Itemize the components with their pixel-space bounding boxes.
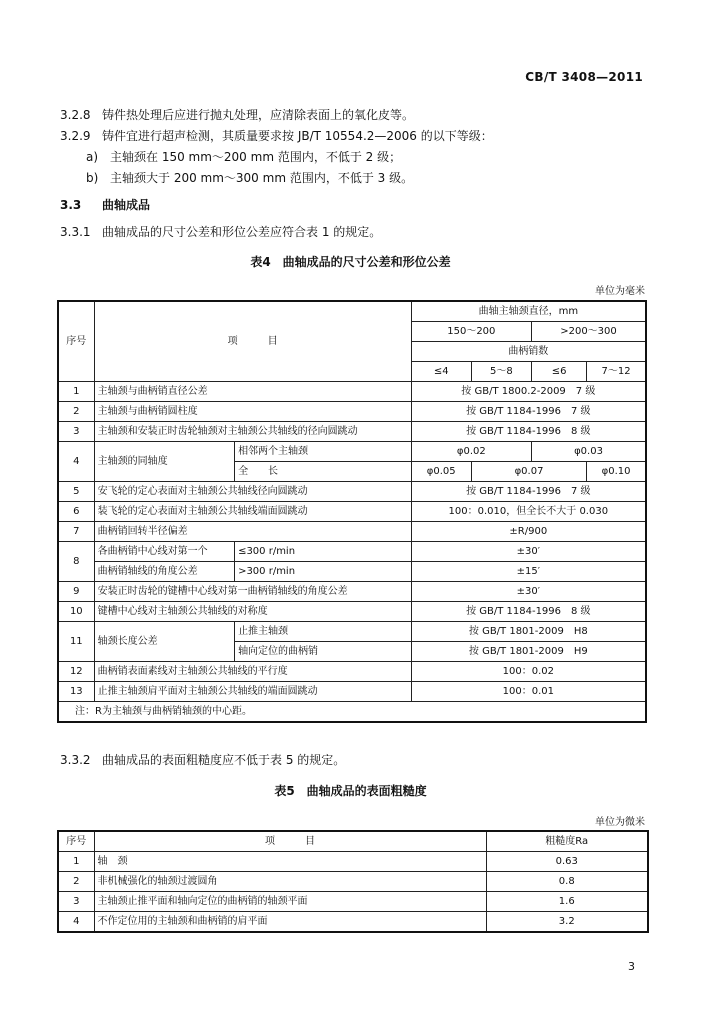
table-row [58, 622, 646, 642]
row-item: 轴颈长度公差 [94, 622, 234, 662]
row-number: 1 [58, 382, 94, 402]
row-subitem: 相邻两个主轴颈 [235, 442, 412, 462]
row-number: 3 [58, 892, 94, 912]
section-title: 曲轴成品 [102, 198, 151, 212]
row-item: 主轴颈的同轴度 [94, 442, 234, 482]
table-header-row [58, 831, 648, 852]
row-value: 100：0.010，但全长不大于 0.030 [411, 502, 646, 522]
row-value: 1.6 [486, 892, 648, 912]
row-value: 按 GB/T 1184-1996 8 级 [411, 422, 646, 442]
row-number: 1 [58, 852, 94, 872]
row-item: 各曲柄销中心线对第一个 [94, 542, 234, 562]
row-subitem: 止推主轴颈 [235, 622, 412, 642]
table-row [58, 482, 646, 502]
row-value: φ0.02 [411, 442, 531, 462]
table-row [58, 582, 646, 602]
table-row [58, 442, 646, 462]
row-value: ±30′ [411, 582, 646, 602]
row-item: 曲柄销回转半径偏差 [94, 522, 411, 542]
row-value: 0.63 [486, 852, 648, 872]
row-value: 按 GB/T 1801-2009 H8 [411, 622, 646, 642]
table4 [57, 300, 647, 723]
header-seq: 序号 [58, 301, 94, 382]
row-subitem: 全 长 [235, 462, 412, 482]
row-value: ±30′ [411, 542, 646, 562]
table-row [58, 382, 646, 402]
row-number: 10 [58, 602, 94, 622]
clause-3-3-1 [60, 223, 381, 240]
row-value: 100：0.02 [411, 662, 646, 682]
table-row [58, 682, 646, 702]
clause-number: 3.3.2 [60, 753, 91, 767]
table5 [57, 830, 649, 933]
header-diameter: 曲轴主轴颈直径，mm [411, 301, 646, 322]
row-item: 轴 颈 [94, 852, 486, 872]
section-3-3-heading [60, 196, 150, 213]
row-item: 安装正时齿轮的键槽中心线对第一曲柄销轴线的角度公差 [94, 582, 411, 602]
header-crank-range: ≤4 [411, 362, 471, 382]
row-number: 11 [58, 622, 94, 662]
row-item: 装飞轮的定心表面对主轴颈公共轴线端面圆跳动 [94, 502, 411, 522]
row-value: 按 GB/T 1800.2-2009 7 级 [411, 382, 646, 402]
row-item: 曲柄销轴线的角度公差 [94, 562, 234, 582]
row-number: 4 [58, 912, 94, 933]
table-header-row [58, 301, 646, 322]
table5-caption: 表5 曲轴成品的表面粗糙度 [274, 784, 427, 798]
document-code: CB/T 3408—2011 [525, 70, 643, 84]
row-value: ±15′ [411, 562, 646, 582]
table-row [58, 872, 648, 892]
clause-text: 曲轴成品的表面粗糙度应不低于表 5 的规定。 [102, 753, 346, 767]
row-item: 键槽中心线对主轴颈公共轴线的对称度 [94, 602, 411, 622]
table4-unit: 单位为毫米 [595, 286, 645, 297]
list-item-a [86, 148, 401, 165]
table-note-row [58, 702, 646, 723]
table-row [58, 892, 648, 912]
clause-3-2-9 [60, 127, 493, 144]
row-value: 按 GB/T 1801-2009 H9 [411, 642, 646, 662]
clause-3-2-8 [60, 106, 414, 123]
list-text: 主轴颈大于 200 mm～300 mm 范围内，不低于 3 级。 [110, 171, 414, 185]
row-number: 2 [58, 402, 94, 422]
row-item: 主轴颈与曲柄销直径公差 [94, 382, 411, 402]
section-number: 3.3 [60, 198, 82, 212]
clause-number: 3.2.8 [60, 108, 91, 122]
list-marker: a) [86, 150, 99, 164]
table-row [58, 502, 646, 522]
row-item: 主轴颈止推平面和轴向定位的曲柄销的轴颈平面 [94, 892, 486, 912]
table-row [58, 562, 646, 582]
row-number: 3 [58, 422, 94, 442]
table-row [58, 852, 648, 872]
row-number: 2 [58, 872, 94, 892]
row-item: 曲柄销表面素线对主轴颈公共轴线的平行度 [94, 662, 411, 682]
row-item: 止推主轴颈肩平面对主轴颈公共轴线的端面圆跳动 [94, 682, 411, 702]
row-item: 主轴颈和安装正时齿轮轴颈对主轴颈公共轴线的径向圆跳动 [94, 422, 411, 442]
row-value: φ0.10 [587, 462, 646, 482]
header-roughness: 粗糙度Ra [486, 831, 648, 852]
row-value: 3.2 [486, 912, 648, 933]
list-text: 主轴颈在 150 mm～200 mm 范围内，不低于 2 级； [110, 150, 402, 164]
row-number: 6 [58, 502, 94, 522]
list-item-b [86, 169, 413, 186]
row-value: 按 GB/T 1184-1996 7 级 [411, 402, 646, 422]
table5-unit: 单位为微米 [595, 817, 645, 828]
table-row [58, 542, 646, 562]
row-subitem: >300 r/min [235, 562, 412, 582]
clause-text: 铸件热处理后应进行抛丸处理，应清除表面上的氧化皮等。 [102, 108, 415, 122]
header-diameter-range: 150～200 [411, 322, 531, 342]
row-value: φ0.03 [532, 442, 646, 462]
clause-number: 3.2.9 [60, 129, 91, 143]
header-seq: 序号 [58, 831, 94, 852]
table-row [58, 422, 646, 442]
row-value: φ0.07 [471, 462, 586, 482]
header-crank-count: 曲柄销数 [411, 342, 646, 362]
table-row [58, 522, 646, 542]
row-subitem: 轴向定位的曲柄销 [235, 642, 412, 662]
header-item: 项 目 [94, 831, 486, 852]
header-item: 项 目 [94, 301, 411, 382]
row-item: 主轴颈与曲柄销圆柱度 [94, 402, 411, 422]
header-crank-range: 5～8 [471, 362, 531, 382]
row-item: 安飞轮的定心表面对主轴颈公共轴线径向圆跳动 [94, 482, 411, 502]
page-number: 3 [628, 960, 635, 973]
table-row [58, 402, 646, 422]
row-value: 100：0.01 [411, 682, 646, 702]
row-number: 9 [58, 582, 94, 602]
row-value: ±R/900 [411, 522, 646, 542]
row-number: 13 [58, 682, 94, 702]
clause-text: 曲轴成品的尺寸公差和形位公差应符合表 1 的规定。 [102, 225, 382, 239]
clause-number: 3.3.1 [60, 225, 91, 239]
row-number: 4 [58, 442, 94, 482]
table4-note: 注：R为主轴颈与曲柄销轴颈的中心距。 [58, 702, 646, 723]
table-row [58, 662, 646, 682]
row-value: 按 GB/T 1184-1996 8 级 [411, 602, 646, 622]
row-value: φ0.05 [411, 462, 471, 482]
header-diameter-range: >200～300 [532, 322, 646, 342]
row-number: 7 [58, 522, 94, 542]
row-value: 按 GB/T 1184-1996 7 级 [411, 482, 646, 502]
clause-text: 铸件宜进行超声检测，其质量要求按 JB/T 10554.2—2006 的以下等级： [102, 129, 493, 143]
row-number: 8 [58, 542, 94, 582]
clause-3-3-2 [60, 751, 345, 768]
row-item: 非机械强化的轴颈过渡圆角 [94, 872, 486, 892]
list-marker: b) [86, 171, 99, 185]
row-value: 0.8 [486, 872, 648, 892]
row-number: 5 [58, 482, 94, 502]
header-crank-range: 7～12 [587, 362, 646, 382]
table-row [58, 912, 648, 933]
table4-caption: 表4 曲轴成品的尺寸公差和形位公差 [250, 255, 451, 269]
row-item: 不作定位用的主轴颈和曲柄销的肩平面 [94, 912, 486, 933]
row-number: 12 [58, 662, 94, 682]
header-crank-range: ≤6 [532, 362, 587, 382]
row-subitem: ≤300 r/min [235, 542, 412, 562]
table-row [58, 602, 646, 622]
